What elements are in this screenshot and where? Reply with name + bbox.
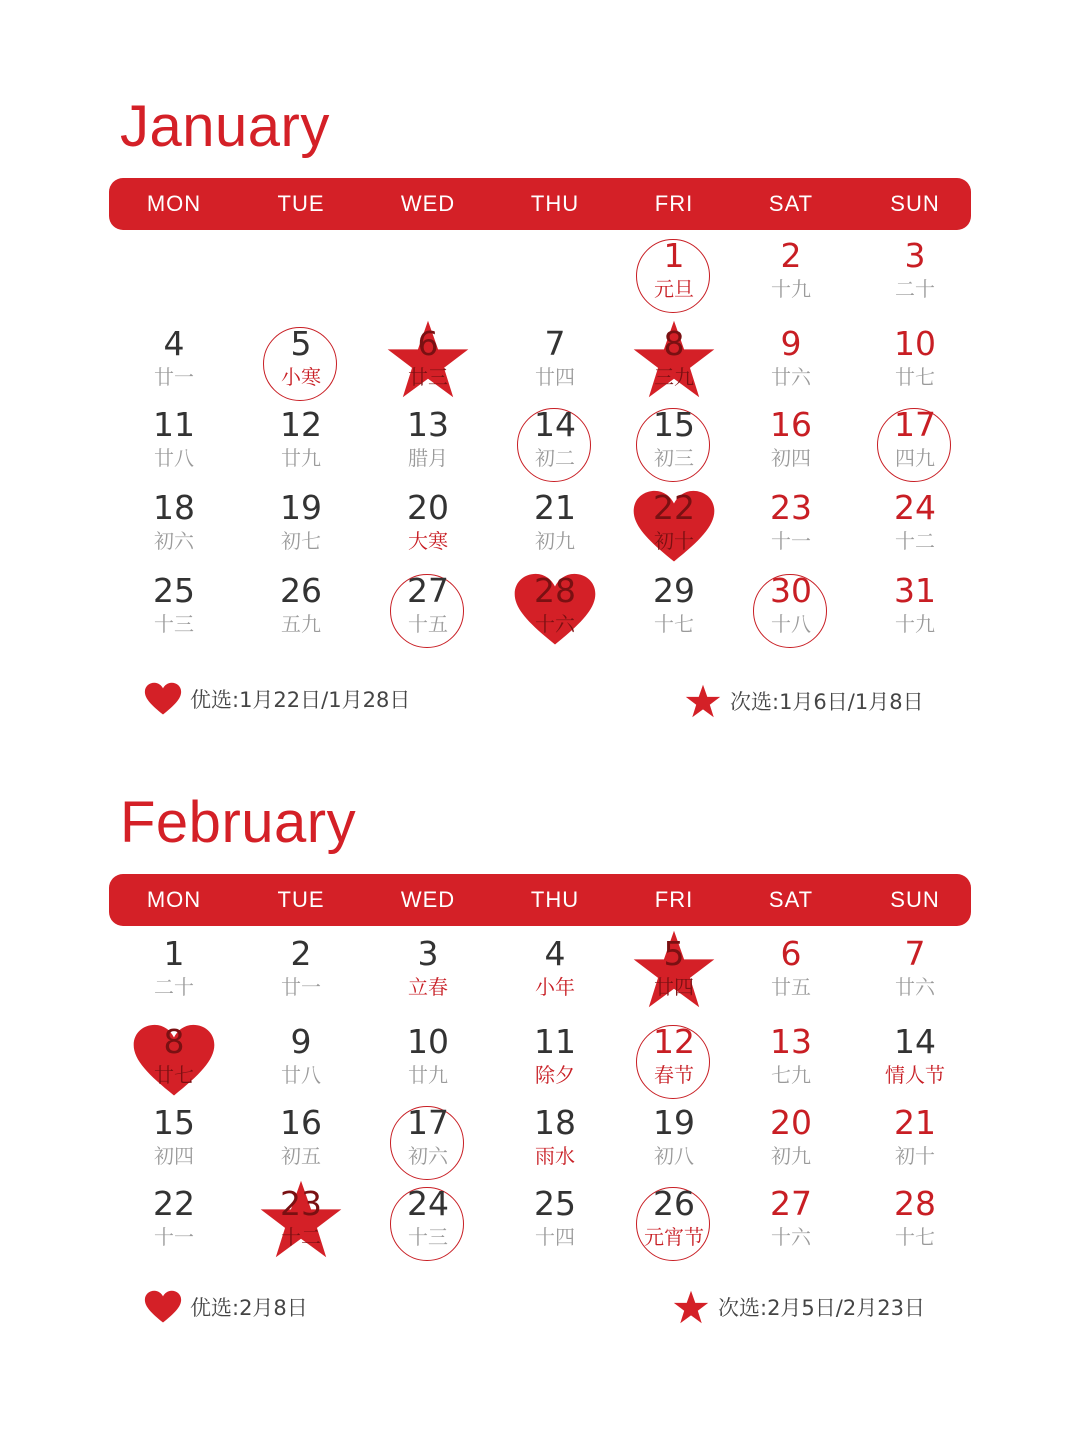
day-cell-16[interactable] [741,404,841,488]
lunar-date: 春节 [654,1063,694,1087]
day-cell-31[interactable] [865,570,965,654]
day-cell-28[interactable] [505,570,605,654]
day-number: 11 [534,1022,576,1061]
day-number: 25 [534,1184,576,1223]
month-title: February [120,790,357,855]
star-icon [672,1290,710,1324]
day-number: 13 [407,405,449,444]
lunar-date: 小年 [535,975,575,999]
day-cell-19[interactable] [251,487,351,571]
day-cell-6[interactable] [378,323,478,407]
weekday-fri: FRI [654,191,694,216]
lunar-date: 初十 [654,529,694,553]
day-cell-2[interactable] [741,235,841,319]
day-number: 25 [153,571,195,610]
day-cell-15[interactable] [624,404,724,488]
day-number: 22 [153,1184,195,1223]
lunar-date: 廿六 [895,975,935,999]
day-number: 17 [894,405,936,444]
day-number: 15 [653,405,695,444]
lunar-date: 十八 [771,612,811,636]
lunar-date: 廿八 [281,1063,321,1087]
day-number: 26 [653,1184,695,1223]
lunar-date: 二十 [154,975,194,999]
day-number: 6 [780,934,802,973]
lunar-date: 除夕 [535,1063,575,1087]
day-cell-5[interactable] [251,323,351,407]
day-cell-11[interactable] [124,404,224,488]
lunar-date: 初六 [154,529,194,553]
lunar-date: 十六 [535,612,575,636]
day-number: 24 [894,488,936,527]
lunar-date: 十三 [408,1225,448,1249]
day-number: 13 [770,1022,812,1061]
lunar-date: 元旦 [654,277,694,301]
day-number: 2 [780,236,802,275]
day-cell-28[interactable] [865,1183,965,1267]
lunar-date: 初七 [281,529,321,553]
day-number: 19 [653,1103,695,1142]
legend-preferred [144,682,410,716]
lunar-date: 初九 [535,529,575,553]
day-cell-14[interactable] [865,1021,965,1105]
lunar-date: 十一 [771,529,811,553]
day-cell-23[interactable] [741,487,841,571]
lunar-date: 四九 [895,446,935,470]
lunar-date: 初四 [771,446,811,470]
day-number: 23 [280,1184,322,1223]
lunar-date: 十二 [281,1225,321,1249]
lunar-date: 二十 [895,277,935,301]
day-number: 5 [290,324,312,363]
lunar-date: 十九 [895,612,935,636]
day-number: 17 [407,1103,449,1142]
day-cell-13[interactable] [378,404,478,488]
legend-secondary [672,1290,925,1324]
day-cell-18[interactable] [505,1102,605,1186]
lunar-date: 廿七 [154,1063,194,1087]
lunar-date: 五九 [281,612,321,636]
day-number: 19 [280,488,322,527]
lunar-date: 腊月 [408,446,448,470]
day-cell-21[interactable] [865,1102,965,1186]
lunar-date: 初八 [654,1144,694,1168]
day-cell-3[interactable] [865,235,965,319]
day-number: 16 [770,405,812,444]
lunar-date: 廿一 [154,365,194,389]
day-number: 29 [653,571,695,610]
lunar-date: 廿六 [771,365,811,389]
day-cell-26[interactable] [624,1183,724,1267]
day-number: 12 [653,1022,695,1061]
day-cell-3[interactable] [378,933,478,1017]
day-cell-23[interactable] [251,1183,351,1267]
day-number: 27 [770,1184,812,1223]
weekday-header-bar [109,874,971,926]
lunar-date: 廿九 [281,446,321,470]
legend-secondary-text: 次选:1月6日/1月8日 [730,690,924,714]
day-number: 1 [663,236,685,275]
day-cell-9[interactable] [741,323,841,407]
day-number: 3 [904,236,926,275]
day-number: 6 [417,324,439,363]
weekday-fri: FRI [654,887,694,912]
legend-preferred-text: 优选:2月8日 [190,1296,308,1320]
weekday-tue: TUE [277,191,325,216]
day-number: 4 [544,934,566,973]
weekday-wed: WED [400,887,456,912]
lunar-date: 元宵节 [644,1225,704,1249]
day-cell-5[interactable] [624,933,724,1017]
day-cell-7[interactable] [865,933,965,1017]
lunar-date: 十七 [895,1225,935,1249]
day-cell-11[interactable] [505,1021,605,1105]
day-cell-20[interactable] [378,487,478,571]
day-cell-4[interactable] [124,323,224,407]
day-cell-27[interactable] [741,1183,841,1267]
day-cell-10[interactable] [378,1021,478,1105]
weekday-sat: SAT [768,191,814,216]
weekday-thu: THU [530,887,580,912]
lunar-date: 七九 [771,1063,811,1087]
day-number: 18 [534,1103,576,1142]
lunar-date: 十九 [771,277,811,301]
day-cell-26[interactable] [251,570,351,654]
day-cell-19[interactable] [624,1102,724,1186]
lunar-date: 廿四 [535,365,575,389]
day-number: 20 [770,1103,812,1142]
day-number: 27 [407,571,449,610]
day-number: 20 [407,488,449,527]
day-number: 8 [663,324,685,363]
lunar-date: 初十 [895,1144,935,1168]
day-number: 3 [417,934,439,973]
day-number: 18 [153,488,195,527]
legend-secondary [684,684,924,718]
lunar-date: 廿五 [771,975,811,999]
lunar-date: 十五 [408,612,448,636]
lunar-date: 初五 [281,1144,321,1168]
weekday-wed: WED [400,191,456,216]
lunar-date: 廿四 [654,975,694,999]
lunar-date: 廿三 [408,365,448,389]
day-cell-24[interactable] [378,1183,478,1267]
day-number: 26 [280,571,322,610]
day-cell-15[interactable] [124,1102,224,1186]
lunar-date: 初四 [154,1144,194,1168]
day-number: 1 [163,934,185,973]
day-number: 28 [534,571,576,610]
day-number: 30 [770,571,812,610]
lunar-date: 廿八 [154,446,194,470]
day-cell-9[interactable] [251,1021,351,1105]
day-cell-22[interactable] [624,487,724,571]
day-number: 15 [153,1103,195,1142]
day-cell-18[interactable] [124,487,224,571]
lunar-date: 初六 [408,1144,448,1168]
day-cell-8[interactable] [124,1021,224,1105]
month-title: January [120,94,330,159]
lunar-date: 初九 [771,1144,811,1168]
lunar-date: 初二 [535,446,575,470]
legend-preferred [144,1290,308,1324]
day-number: 10 [894,324,936,363]
day-number: 21 [534,488,576,527]
day-cell-22[interactable] [124,1183,224,1267]
day-number: 22 [653,488,695,527]
lunar-date: 十一 [154,1225,194,1249]
day-cell-4[interactable] [505,933,605,1017]
weekday-header-bar [109,178,971,230]
day-number: 23 [770,488,812,527]
day-number: 21 [894,1103,936,1142]
day-number: 10 [407,1022,449,1061]
lunar-date: 十六 [771,1225,811,1249]
day-cell-25[interactable] [124,570,224,654]
weekday-mon: MON [146,191,202,216]
day-cell-21[interactable] [505,487,605,571]
day-cell-17[interactable] [378,1102,478,1186]
day-cell-25[interactable] [505,1183,605,1267]
day-number: 31 [894,571,936,610]
day-cell-16[interactable] [251,1102,351,1186]
day-cell-7[interactable] [505,323,605,407]
day-cell-17[interactable] [865,404,965,488]
lunar-date: 十四 [535,1225,575,1249]
lunar-date: 三九 [654,365,694,389]
lunar-date: 情人节 [885,1063,945,1087]
day-number: 11 [153,405,195,444]
day-cell-24[interactable] [865,487,965,571]
day-cell-1[interactable] [124,933,224,1017]
lunar-date: 立春 [408,975,448,999]
day-number: 24 [407,1184,449,1223]
day-cell-1[interactable] [624,235,724,319]
day-cell-2[interactable] [251,933,351,1017]
day-cell-20[interactable] [741,1102,841,1186]
day-cell-27[interactable] [378,570,478,654]
legend-preferred-text: 优选:1月22日/1月28日 [190,688,411,712]
weekday-sat: SAT [768,887,814,912]
day-cell-29[interactable] [624,570,724,654]
day-cell-30[interactable] [741,570,841,654]
weekday-mon: MON [146,887,202,912]
day-number: 5 [663,934,685,973]
day-cell-6[interactable] [741,933,841,1017]
lunar-date: 廿七 [895,365,935,389]
lunar-date: 大寒 [408,529,448,553]
day-number: 28 [894,1184,936,1223]
day-number: 14 [534,405,576,444]
lunar-date: 雨水 [535,1144,575,1168]
day-number: 7 [904,934,926,973]
weekday-sun: SUN [890,191,940,216]
lunar-date: 十二 [895,529,935,553]
day-number: 16 [280,1103,322,1142]
heart-icon [144,1290,182,1324]
day-number: 7 [544,324,566,363]
day-number: 8 [163,1022,185,1061]
day-number: 14 [894,1022,936,1061]
lunar-date: 廿九 [408,1063,448,1087]
day-cell-14[interactable] [505,404,605,488]
lunar-date: 初三 [654,446,694,470]
day-number: 9 [780,324,802,363]
day-cell-12[interactable] [624,1021,724,1105]
day-number: 2 [290,934,312,973]
weekday-thu: THU [530,191,580,216]
lunar-date: 十三 [154,612,194,636]
day-cell-13[interactable] [741,1021,841,1105]
heart-icon [144,682,182,716]
day-cell-8[interactable] [624,323,724,407]
lunar-date: 十七 [654,612,694,636]
legend-secondary-text: 次选:2月5日/2月23日 [718,1296,925,1320]
weekday-tue: TUE [277,887,325,912]
star-icon [684,684,722,718]
weekday-sun: SUN [890,887,940,912]
day-cell-12[interactable] [251,404,351,488]
day-number: 12 [280,405,322,444]
lunar-date: 小寒 [281,365,321,389]
day-cell-10[interactable] [865,323,965,407]
lunar-date: 廿一 [281,975,321,999]
day-number: 4 [163,324,185,363]
day-number: 9 [290,1022,312,1061]
